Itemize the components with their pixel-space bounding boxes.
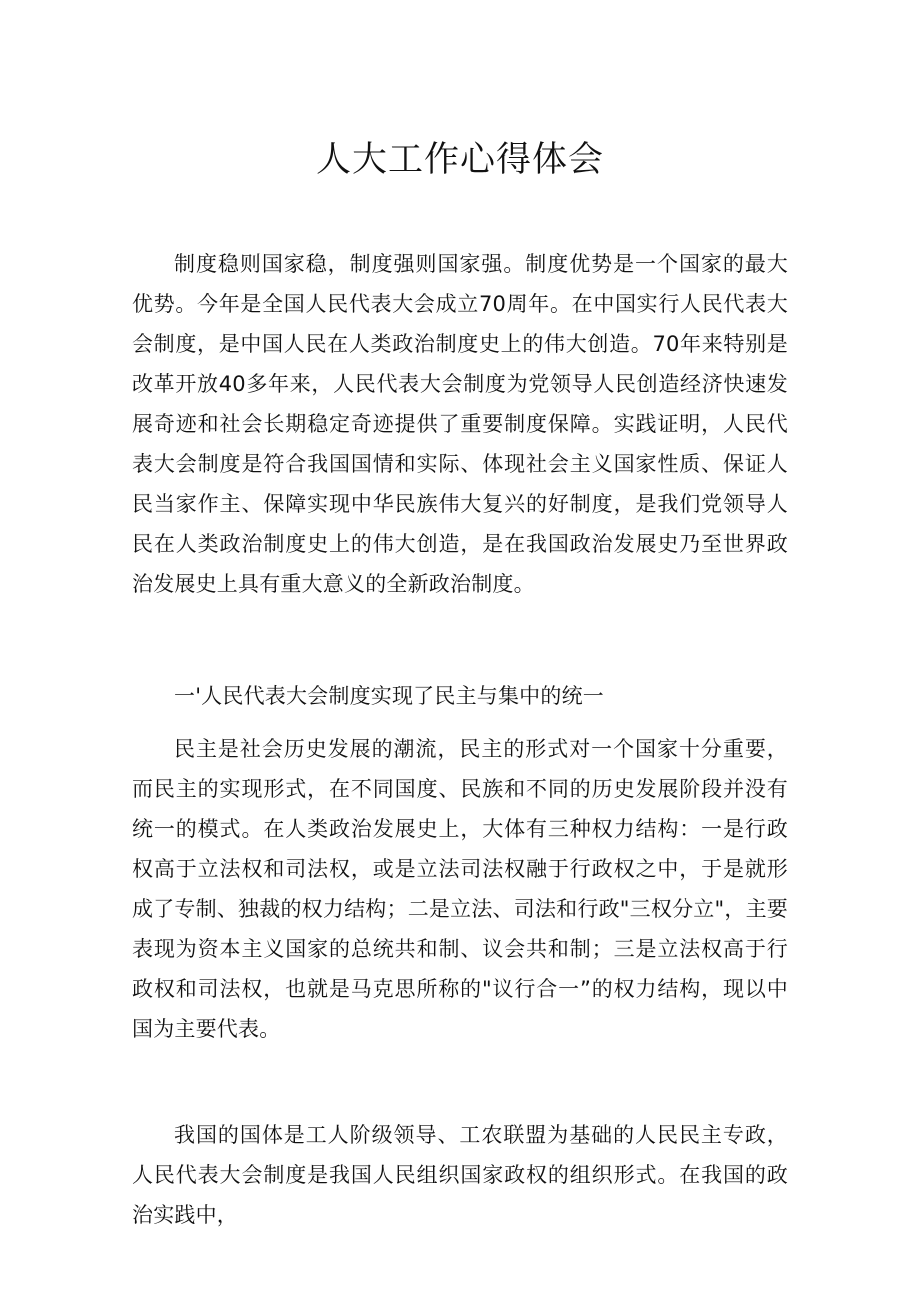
paragraph-intro: 制度稳则国家稳，制度强则国家强。制度优势是一个国家的最大优势。今年是全国人民代表大会成立70周年。在中国实行人民代表大会制度，是中国人民在人类政治制度史上的伟大创造。70年来特别是改革开放40多年来，人民代表大会制度为党领导人民创造经济快速发展奇迹和社会长期稳定奇迹提供了重要制度保障。实践证明，人民代表大会制度是符合我国国情和实际、体现社会主义国家性质、保证人民当家作主、保障实现中华民族伟大复兴的好制度，是我们党领导人民在人类政治制度史上的伟大创造，是在我国政治发展史乃至世界政治发展史上具有重大意义的全新政治制度。 xyxy=(132,252,788,596)
paragraph-state-system: 我国的国体是工人阶级领导、工农联盟为基础的人民民主专政，人民代表大会制度是我国人民组织国家政权的组织形式。在我国的政治实践中， xyxy=(132,1123,788,1227)
paragraph-democracy: 民主是社会历史发展的潮流，民主的形式对一个国家十分重要，而民主的实现形式，在不同国度、民族和不同的历史发展阶段并没有统一的模式。在人类政治发展史上，大体有三种权力结构：一是行政权高于立法权和司法权，或是立法司法权融于行政权之中，于是就形成了专制、独裁的权力结构；二是立法、司法和行政"三权分立"，主要表现为资本主义国家的总统共和制、议会共和制；三是立法权高于行政权和司法权，也就是马克思所称的"议行合一”的权力结构，现以中国为主要代表。 xyxy=(132,737,788,1041)
section-heading-1: 一'人民代表大会制度实现了民主与集中的统一 xyxy=(174,684,604,708)
document-title: 人大工作心得体会 xyxy=(315,140,604,180)
